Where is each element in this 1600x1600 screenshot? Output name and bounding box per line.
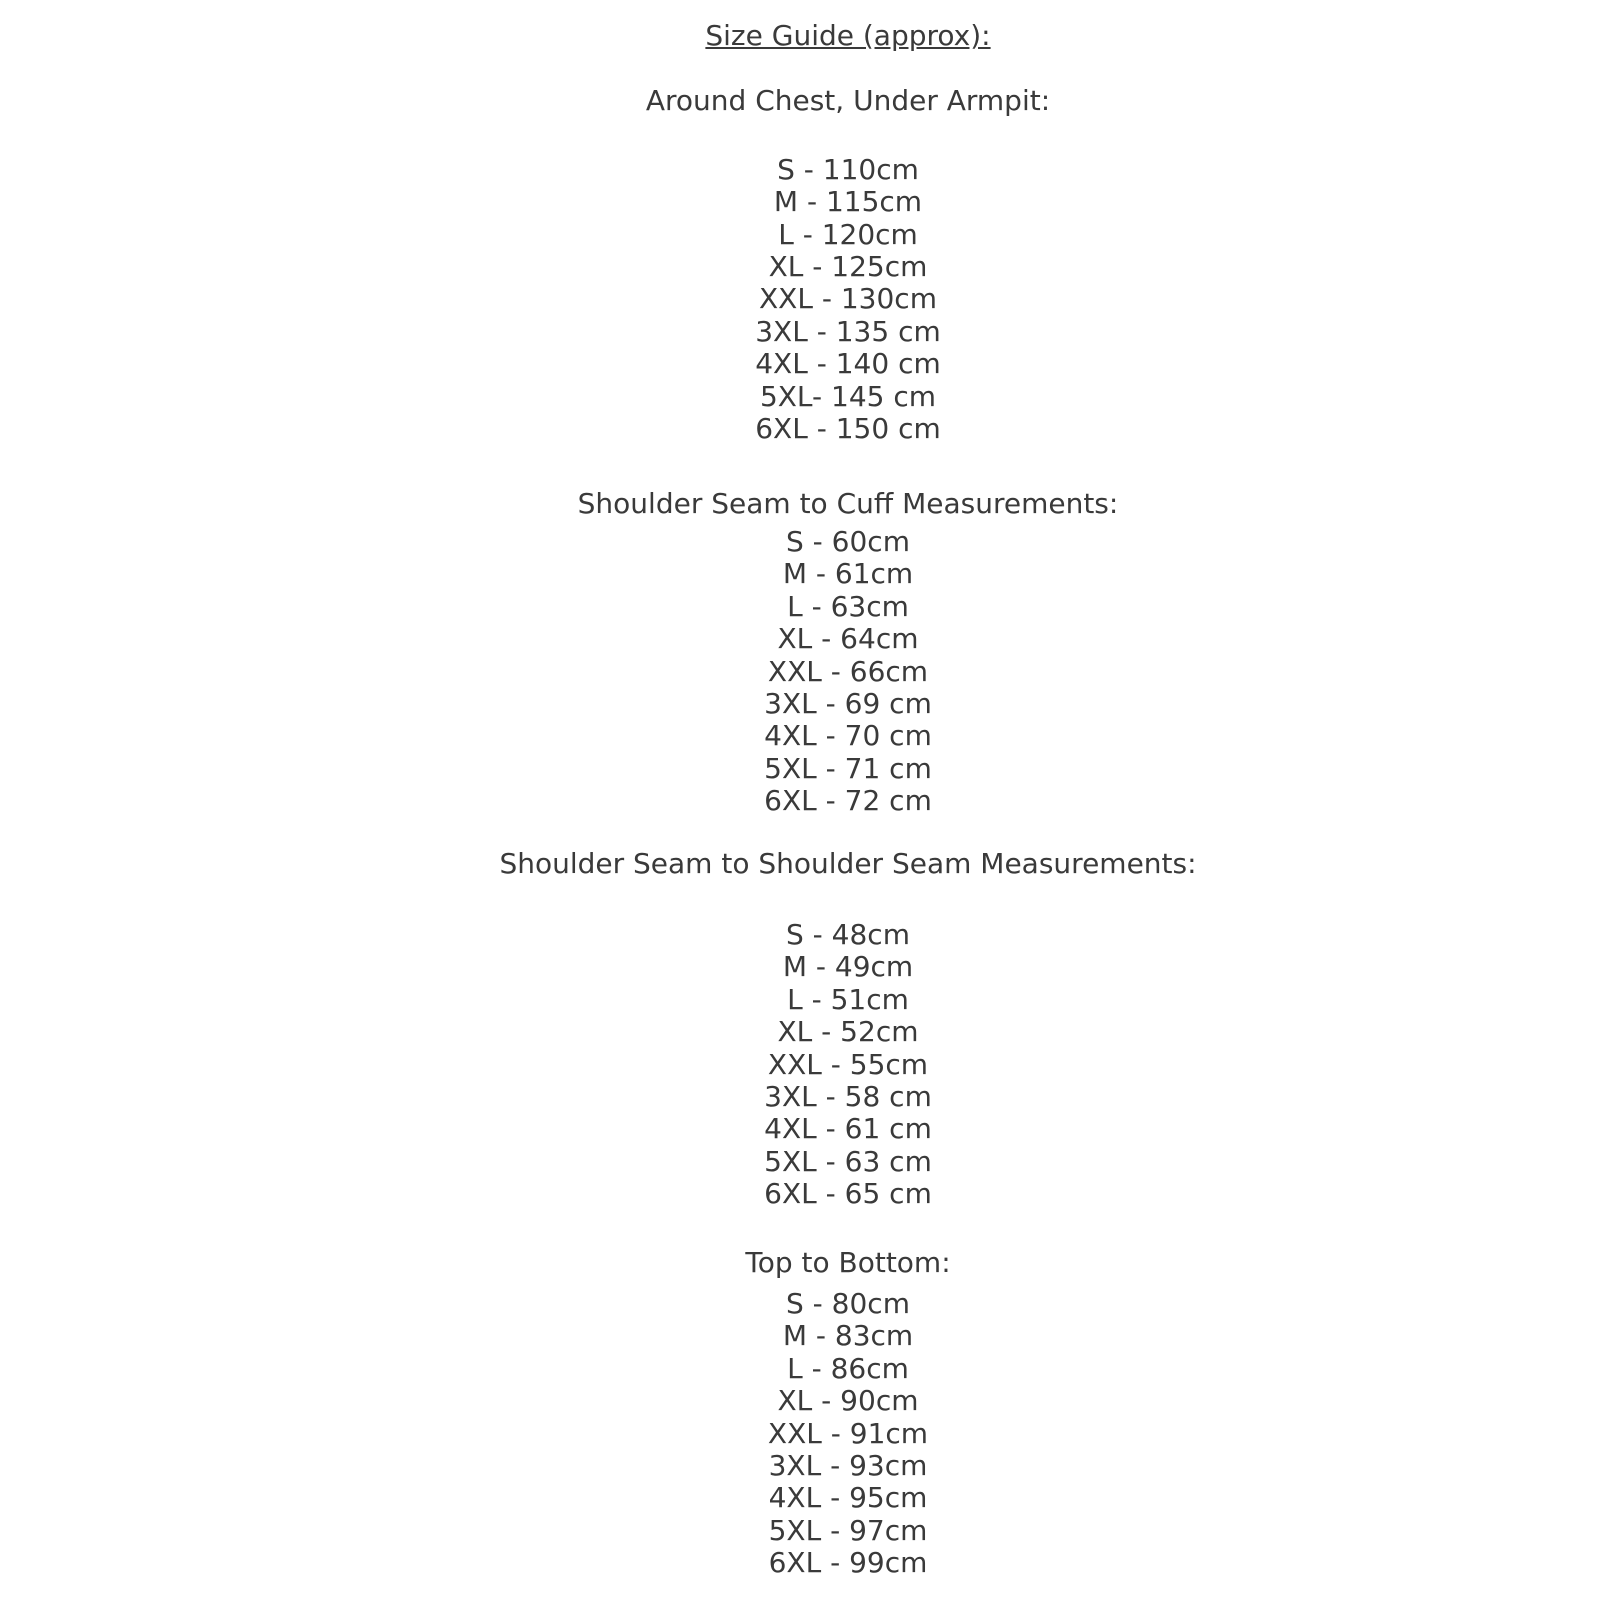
size-item: S - 80cm <box>786 1287 910 1320</box>
size-guide-sections <box>96 85 1600 1579</box>
size-item: 4XL - 70 cm <box>764 719 932 753</box>
size-item: 6XL - 150 cm <box>755 412 941 446</box>
size-item: S - 110cm <box>777 152 919 186</box>
size-item: XL - 52cm <box>777 1015 919 1049</box>
size-item: L - 86cm <box>787 1351 909 1385</box>
section-items <box>96 919 1600 1211</box>
size-item: 3XL - 69 cm <box>764 686 932 720</box>
size-item: M - 83cm <box>782 1319 914 1353</box>
size-item: 3XL - 93cm <box>768 1449 928 1483</box>
size-item: 3XL - 135 cm <box>755 314 941 348</box>
size-item: 4XL - 61 cm <box>764 1112 932 1146</box>
size-item: 5XL- 145 cm <box>759 379 937 413</box>
size-item: S - 48cm <box>786 917 910 951</box>
size-item: 5XL - 97cm <box>768 1513 928 1547</box>
size-guide-section <box>96 848 1600 1211</box>
size-item: XXL - 55cm <box>767 1047 929 1081</box>
size-item: XXL - 91cm <box>767 1416 929 1450</box>
section-heading: Top to Bottom: <box>745 1245 951 1279</box>
size-item: 5XL - 63 cm <box>764 1144 932 1178</box>
size-item: M - 61cm <box>782 557 914 591</box>
size-item: L - 51cm <box>787 982 909 1016</box>
section-heading: Shoulder Seam to Cuff Measurements: <box>577 487 1119 521</box>
size-item: XL - 125cm <box>768 250 928 284</box>
size-item: XXL - 66cm <box>767 654 929 688</box>
size-item: XL - 64cm <box>777 622 919 656</box>
section-items <box>96 1288 1600 1580</box>
section-items <box>96 154 1600 446</box>
size-item: 6XL - 72 cm <box>764 784 932 818</box>
size-item: 4XL - 95cm <box>768 1481 928 1515</box>
size-item: M - 49cm <box>782 950 914 984</box>
size-guide-section <box>96 1247 1600 1580</box>
size-item: L - 120cm <box>778 217 918 251</box>
size-item: XL - 90cm <box>777 1384 919 1418</box>
size-item: XXL - 130cm <box>759 282 937 316</box>
size-item: 6XL - 99cm <box>768 1546 928 1580</box>
section-items <box>96 526 1600 818</box>
size-item: M - 115cm <box>773 185 923 219</box>
section-heading: Shoulder Seam to Shoulder Seam Measurements: <box>499 846 1197 880</box>
size-guide-title: Size Guide (approx): <box>705 19 991 52</box>
section-heading: Around Chest, Under Armpit: <box>645 84 1051 118</box>
size-item: S - 60cm <box>786 524 910 558</box>
size-item: 3XL - 58 cm <box>764 1079 932 1113</box>
size-item: 6XL - 65 cm <box>764 1177 932 1211</box>
size-item: 4XL - 140 cm <box>755 347 941 381</box>
size-guide-section <box>96 85 1600 445</box>
size-item: 5XL - 71 cm <box>764 751 932 785</box>
size-item: L - 63cm <box>787 589 909 623</box>
size-guide-section <box>96 488 1600 817</box>
